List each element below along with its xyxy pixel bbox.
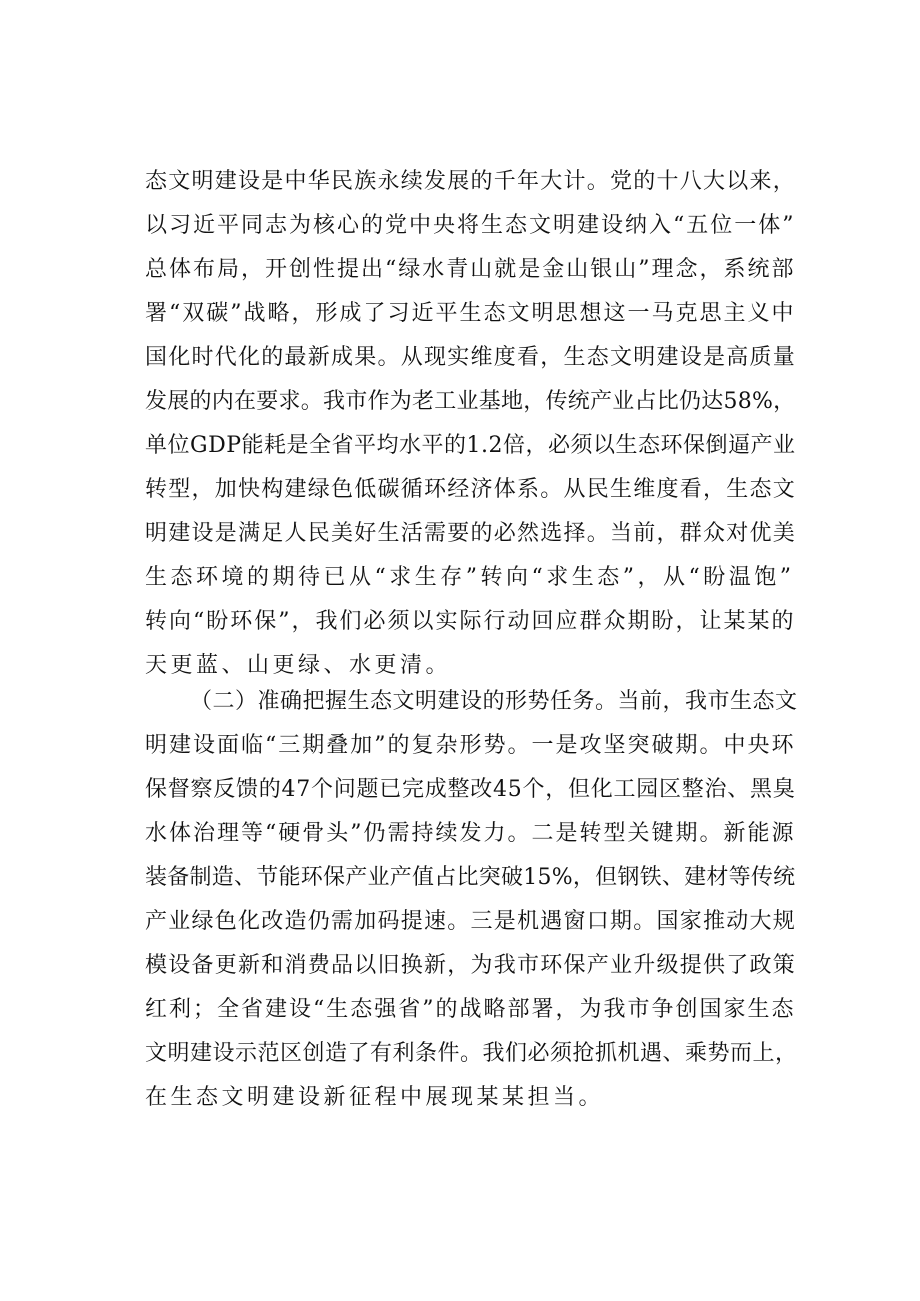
- text-line: 保督察反馈的47个问题已完成整改45个，但化工园区整治、黑臭: [145, 777, 796, 802]
- text-line: 生态环境的期待已从“求生存”转向“求生态”，从“盼温饱”: [145, 565, 795, 590]
- text-line: 转型，加快构建绿色低碳循环经济体系。从民生维度看，生态文: [145, 477, 797, 502]
- text-line: 天更蓝、山更绿、水更清。: [145, 653, 452, 678]
- text-line: 单位GDP能耗是全省平均水平的1.2倍，必须以生态环保倒逼产业: [145, 433, 796, 458]
- text-line: 在生态文明建设新征程中展现某某担当。: [145, 1085, 605, 1110]
- text-line: 装备制造、节能环保产业产值占比突破15%，但钢铁、建材等传统: [145, 865, 796, 890]
- text-line: 以习近平同志为核心的党中央将生态文明建设纳入“五位一体”: [145, 213, 796, 238]
- text-line: 明建设面临“三期叠加”的复杂形势。一是攻坚突破期。中央环: [145, 733, 796, 758]
- text-line: 文明建设示范区创造了有利条件。我们必须抢抓机遇、乘势而上，: [145, 1041, 798, 1066]
- text-line: 明建设是满足人民美好生活需要的必然选择。当前，群众对优美: [145, 521, 797, 546]
- text-line-first: （二）准确把握生态文明建设的形势任务。当前，我市生态文: [190, 689, 798, 714]
- text-line: 产业绿色化改造仍需加码提速。三是机遇窗口期。国家推动大规: [145, 909, 797, 934]
- text-line: 总体布局，开创性提出“绿水青山就是金山银山”理念，系统部: [145, 257, 796, 282]
- text-line: 态文明建设是中华民族永续发展的千年大计。党的十八大以来，: [145, 169, 797, 194]
- text-line: 发展的内在要求。我市作为老工业基地，传统产业占比仍达58%，: [145, 389, 796, 414]
- text-line: 模设备更新和消费品以旧换新，为我市环保产业升级提供了政策: [145, 953, 797, 978]
- text-line: 水体治理等“硬骨头”仍需持续发力。二是转型关键期。新能源: [145, 821, 796, 846]
- text-line: 红利；全省建设“生态强省”的战略部署，为我市争创国家生态: [145, 997, 796, 1022]
- text-line: 国化时代化的最新成果。从现实维度看，生态文明建设是高质量: [145, 345, 797, 370]
- text-line: 署“双碳”战略，形成了习近平生态文明思想这一马克思主义中: [145, 301, 796, 326]
- text-line: 转向“盼环保”，我们必须以实际行动回应群众期盼，让某某的: [145, 609, 796, 634]
